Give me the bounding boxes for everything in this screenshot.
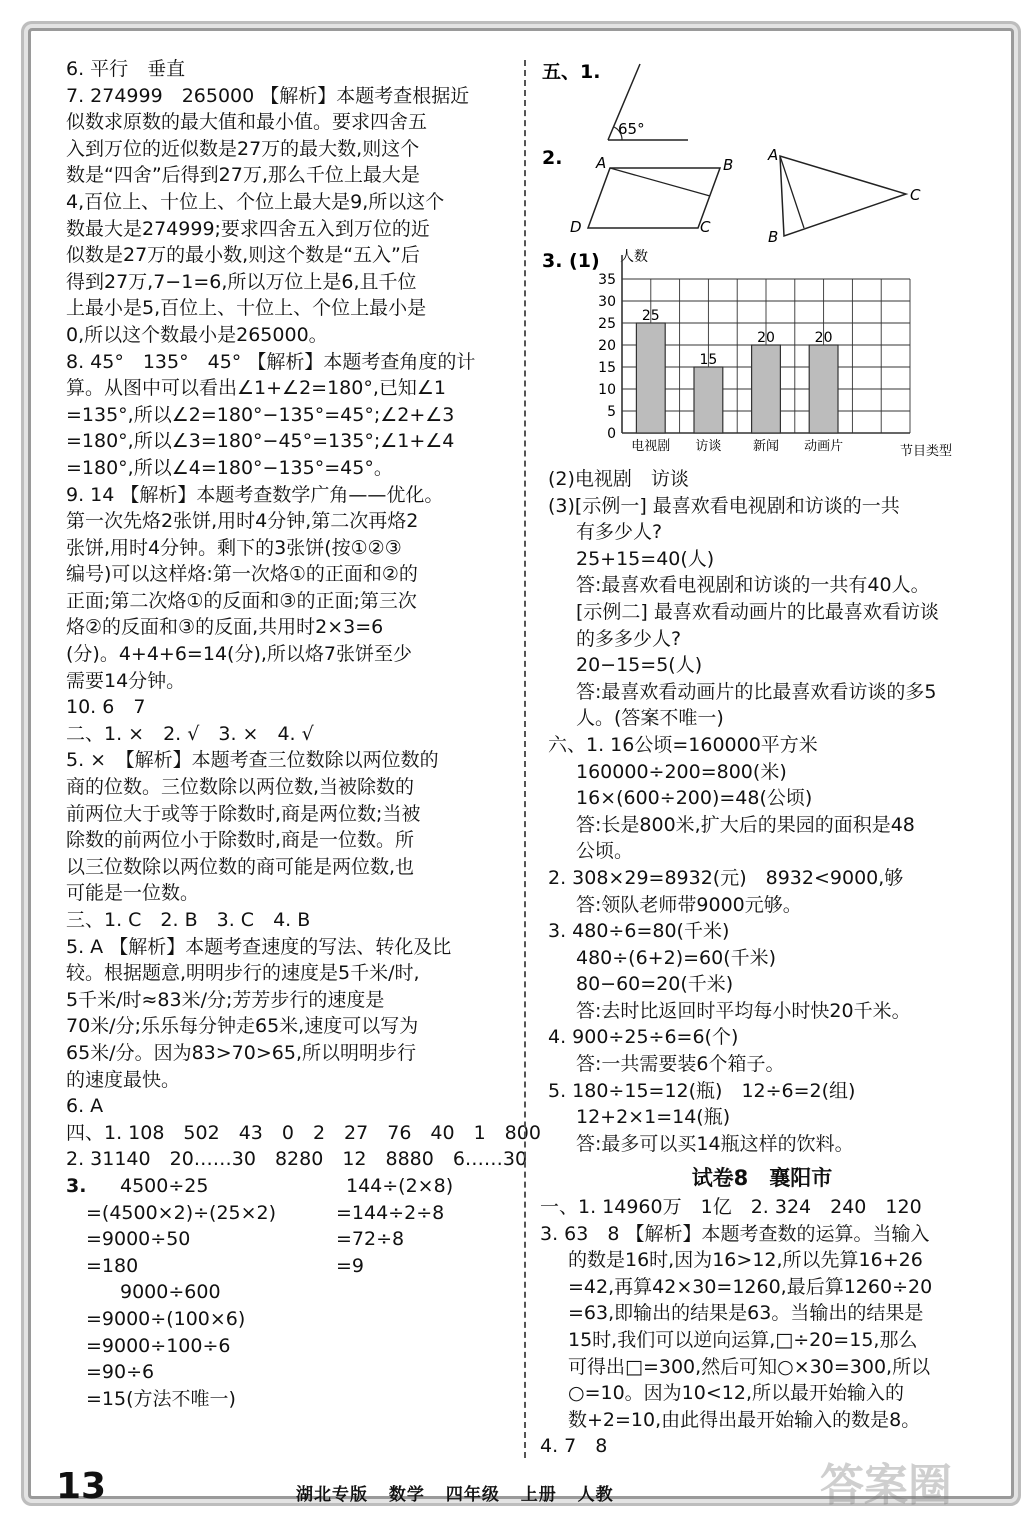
left-line: 较。根据题意,明明步行的速度是5千米/时, xyxy=(66,962,420,985)
exam8-line: 4. 7 8 xyxy=(540,1435,608,1458)
geometry-figures xyxy=(542,56,976,251)
left-answer-lines xyxy=(66,56,541,1173)
bar-value-label: 15 xyxy=(699,352,718,368)
watermark-logo xyxy=(810,1450,1010,1520)
left-line: 三、1. C 2. B 3. C 4. B xyxy=(66,909,311,931)
tri-label-c: C xyxy=(910,186,921,204)
right-line: 160000÷200=800(米) xyxy=(576,760,787,783)
left-line: 上最小是5,百位上、十位上、个位上最小是 xyxy=(66,297,427,320)
left-line: 5. A 【解析】本题考查速度的写法、转化及比 xyxy=(66,935,452,958)
para-label-a: A xyxy=(596,154,607,172)
right-line: 答:最多可以买14瓶这样的饮料。 xyxy=(576,1132,854,1155)
y-tick-label: 20 xyxy=(598,338,616,354)
right-line: 答:领队老师带9000元够。 xyxy=(576,893,802,916)
left-line: (分)。4+4+6=14(分),所以烙7张饼至少 xyxy=(66,643,412,666)
calc-c-3: =90÷6 xyxy=(86,1361,155,1384)
x-tick-label: 新闻 xyxy=(752,439,780,454)
exam-title: 试卷8 襄阳市 xyxy=(691,1166,833,1191)
calc-b-1: =144÷2÷8 xyxy=(336,1201,445,1224)
tri-label-b: B xyxy=(768,228,779,246)
chart-bar xyxy=(636,323,665,433)
chart-ylabel: 人数 xyxy=(620,249,648,265)
exam8-line: ○=10。因为10<12,所以最开始输入的 xyxy=(568,1382,904,1405)
q5-2-label: 2. xyxy=(542,147,563,169)
left-line: =135°,所以∠2=180°−135°=45°;∠2+∠3 xyxy=(66,403,455,426)
chart-yticks xyxy=(598,272,616,442)
right-line: 80−60=20(千米) xyxy=(576,973,734,996)
left-line: 6. A xyxy=(66,1095,104,1118)
left-line: =180°,所以∠4=180°−135°=45°。 xyxy=(66,456,393,479)
right-line: 答:最喜欢看电视剧和访谈的一共有40人。 xyxy=(576,574,930,597)
page-number: 13 xyxy=(56,1466,107,1507)
para-label-c: C xyxy=(700,218,711,236)
chart-bar xyxy=(809,345,838,433)
left-line: 的速度最快。 xyxy=(66,1068,181,1091)
right-line: 的多多少人? xyxy=(576,627,682,650)
watermark-text: 答案圈 xyxy=(820,1460,952,1511)
calc-c-0: 9000÷600 xyxy=(120,1281,221,1304)
chart-bar xyxy=(752,345,781,433)
chart-bar xyxy=(694,367,723,433)
left-line: 入到万位的近似数是27万的最大数,则这个 xyxy=(66,137,420,160)
right-line: (3)[示例一] 最喜欢看电视剧和访谈的一共 xyxy=(548,494,900,517)
exam8-line: =42,再算42×30=1260,最后算1260÷20 xyxy=(568,1275,933,1298)
left-line: 以三位数除以两位数的商可能是两位数,也 xyxy=(66,855,415,878)
calc-b-0: 144÷(2×8) xyxy=(346,1174,454,1197)
y-tick-label: 25 xyxy=(598,316,616,332)
q5-1-label: 五、1. xyxy=(542,61,601,83)
chart-xticks xyxy=(631,438,843,454)
left-line: 可能是一位数。 xyxy=(66,882,200,905)
calc-a-0: 4500÷25 xyxy=(120,1174,209,1197)
left-line: =180°,所以∠3=180°−45°=135°;∠1+∠4 xyxy=(66,430,455,453)
exam8-line: 数+2=10,由此得出最开始输入的数是8。 xyxy=(568,1408,921,1431)
left-line: 0,所以这个数最小是265000。 xyxy=(66,323,328,346)
calc-label: 3. xyxy=(66,1174,87,1197)
left-line: 2. 31140 20……30 8280 12 8880 6……30 xyxy=(66,1148,528,1171)
right-line: 25+15=40(人) xyxy=(576,547,715,570)
left-line: 得到27万,7−1=6,所以万位上是6,且千位 xyxy=(66,270,417,293)
x-tick-label: 访谈 xyxy=(695,439,722,454)
exam8-answer-lines xyxy=(540,1194,976,1460)
right-line: 公顷。 xyxy=(576,840,634,863)
right-line: 12+2×1=14(瓶) xyxy=(576,1106,731,1129)
left-line: 10. 6 7 xyxy=(66,696,146,719)
left-column xyxy=(66,56,541,1412)
right-line: (2)电视剧 访谈 xyxy=(548,468,689,490)
footer-info: 湖北专版 数学 四年级 上册 人教 xyxy=(296,1485,614,1505)
left-line: 数是“四舍”后得到27万,那么千位上最大是 xyxy=(66,164,420,187)
left-line: 7. 274999 265000 【解析】本题考查根据近 xyxy=(66,84,470,107)
chart-xlabel: 节目类型 xyxy=(900,444,953,459)
right-line: 5. 180÷15=12(瓶) 12÷6=2(组) xyxy=(548,1079,856,1102)
left-line: 9. 14 【解析】本题考查数学广角——优化。 xyxy=(66,483,444,506)
y-tick-label: 5 xyxy=(607,404,616,420)
bar-value-label: 20 xyxy=(814,330,833,346)
q5-3-label: 3. (1) xyxy=(542,250,600,272)
exam8-line: 15时,我们可以逆向运算,□÷20=15,那么 xyxy=(568,1329,918,1351)
left-line: 5千米/时≈83米/分;芳芳步行的速度是 xyxy=(66,988,385,1011)
angle-65-label: 65° xyxy=(618,120,645,138)
exam8-line: =63,即输出的结果是63。当输出的结果是 xyxy=(568,1302,924,1325)
right-line: 答:长是800米,扩大后的果园的面积是48 xyxy=(576,813,915,836)
left-line: 似数是27万的最小数,则这个数是“五入”后 xyxy=(66,244,420,267)
left-line: 除数的前两位小于除数时,商是一位数。所 xyxy=(66,829,415,852)
left-line: 前两位大于或等于除数时,商是两位数;当被 xyxy=(66,802,421,825)
left-line: 数最大是274999;要求四舍五入到万位的近 xyxy=(66,217,430,240)
left-line: 65米/分。因为83>70>65,所以明明步行 xyxy=(66,1041,416,1064)
column-divider xyxy=(524,60,526,1458)
calc-c-2: =9000÷100÷6 xyxy=(86,1334,231,1357)
right-line: 答:一共需要装6个箱子。 xyxy=(576,1053,785,1076)
right-line: [示例二] 最喜欢看动画片的比最喜欢看访谈 xyxy=(576,600,939,623)
exam8-line: 3. 63 8 【解析】本题考查数的运算。当输入 xyxy=(540,1222,930,1245)
right-line: 人。(答案不唯一) xyxy=(576,707,724,730)
y-tick-label: 0 xyxy=(607,426,616,442)
exam8-line: 一、1. 14960万 1亿 2. 324 240 120 xyxy=(540,1196,922,1219)
right-line: 480÷(6+2)=60(千米) xyxy=(576,946,777,969)
left-line: 商的位数。三位数除以两位数,当被除数的 xyxy=(66,776,415,799)
x-tick-label: 动画片 xyxy=(804,439,844,454)
triangle-figure xyxy=(767,146,921,246)
bar-value-label: 20 xyxy=(757,330,775,346)
y-tick-label: 30 xyxy=(598,294,616,310)
right-line: 有多少人? xyxy=(576,521,663,544)
right-line: 3. 480÷6=80(千米) xyxy=(548,920,730,943)
left-line: 第一次先烙2张饼,用时4分钟,第二次再烙2 xyxy=(66,510,419,533)
calc-a-2: =9000÷50 xyxy=(86,1228,191,1251)
calc-c-4: =15(方法不唯一) xyxy=(86,1387,236,1410)
right-line: 六、1. 16公顷=160000平方米 xyxy=(548,733,818,756)
calc-b-2: =72÷8 xyxy=(336,1228,405,1251)
right-line: 16×(600÷200)=48(公顷) xyxy=(576,787,813,810)
left-line: 8. 45° 135° 45° 【解析】本题考查角度的计 xyxy=(66,350,476,373)
calc-block xyxy=(66,1173,506,1412)
para-label-b: B xyxy=(723,156,734,174)
left-line: 4,百位上、十位上、个位上最大是9,所以这个 xyxy=(66,190,445,213)
right-line: 答:最喜欢看动画片的比最喜欢看访谈的多5 xyxy=(576,680,937,703)
left-line: 需要14分钟。 xyxy=(66,669,186,692)
triangle xyxy=(780,156,906,236)
left-line: 70米/分;乐乐每分钟走65米,速度可以写为 xyxy=(66,1015,419,1038)
tri-label-a: A xyxy=(768,146,779,164)
bar-chart xyxy=(542,249,976,466)
left-line: 似数求原数的最大值和最小值。要求四舍五 xyxy=(66,111,428,134)
parallelogram-figure xyxy=(570,154,733,236)
left-line: 张饼,用时4分钟。剩下的3张饼(按①②③ xyxy=(66,536,402,559)
x-tick-label: 电视剧 xyxy=(631,439,671,454)
calc-c-1: =9000÷(100×6) xyxy=(86,1307,246,1330)
left-line: 烙②的反面和③的反面,共用时2×3=6 xyxy=(66,616,384,639)
parallelogram-height xyxy=(610,168,710,196)
left-line: 四、1. 108 502 43 0 2 27 76 40 1 800 xyxy=(66,1121,541,1144)
right-line: 4. 900÷25÷6=6(个) xyxy=(548,1026,739,1049)
calc-a-1: =(4500×2)÷(25×2) xyxy=(86,1201,277,1224)
left-line: 正面;第二次烙①的反面和③的正面;第三次 xyxy=(66,589,417,612)
right-line: 答:去时比返回时平均每小时快20千米。 xyxy=(576,999,911,1022)
calc-a-3: =180 xyxy=(86,1254,139,1277)
left-line: 二、1. × 2. √ 3. × 4. √ xyxy=(66,722,314,745)
y-tick-label: 15 xyxy=(598,360,616,376)
left-line: 编号)可以这样烙:第一次烙①的正面和②的 xyxy=(66,563,418,586)
right-column xyxy=(540,56,976,1460)
para-label-d: D xyxy=(570,218,582,236)
calc-b-3: =9 xyxy=(336,1254,365,1277)
angle-figure xyxy=(608,64,688,140)
y-tick-label: 35 xyxy=(598,272,616,288)
y-tick-label: 10 xyxy=(598,382,616,398)
right-line: 20−15=5(人) xyxy=(576,654,703,677)
right-answer-lines xyxy=(548,466,976,1157)
bar-value-label: 25 xyxy=(641,308,660,324)
exam8-line: 的数是16时,因为16>12,所以先算16+26 xyxy=(568,1249,923,1272)
right-line: 2. 308×29=8932(元) 8932<9000,够 xyxy=(548,866,904,889)
left-line: 5. × 【解析】本题考查三位数除以两位数的 xyxy=(66,749,439,772)
left-line: 算。从图中可以看出∠1+∠2=180°,已知∠1 xyxy=(66,377,447,400)
left-line: 6. 平行 垂直 xyxy=(66,58,186,80)
exam8-line: 可得出□=300,然后可知○×30=300,所以 xyxy=(568,1355,931,1378)
